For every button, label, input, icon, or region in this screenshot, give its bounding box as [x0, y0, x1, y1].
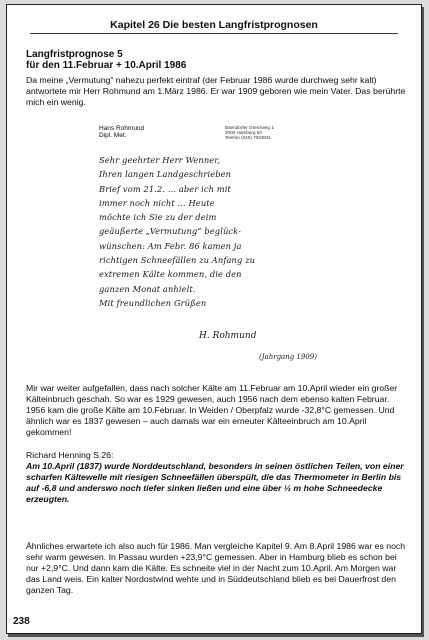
handwritten-line: richtigen Schneefällen zu Anfang zu	[99, 255, 256, 266]
handwritten-letter-image	[99, 125, 344, 369]
handwritten-line: wünschen: Am Febr. 86 kamen ja	[99, 240, 242, 251]
section-heading-line1: Langfristprognose 5	[26, 49, 123, 60]
letterhead-title: Dipl. Met.	[99, 132, 127, 139]
handwritten-line: möchte ich Sie zu der deim	[99, 212, 217, 223]
handwritten-line: Sehr geehrter Herr Wenner,	[99, 155, 221, 165]
letterhead-address	[225, 125, 274, 141]
letterhead-address-line1: Bäendorfer Grenzweg 1	[225, 125, 274, 130]
letterhead-address-line3: Telefon (040) 7004831	[225, 135, 271, 141]
letterhead-address-line2: 2000 Hamburg 60	[225, 130, 262, 136]
chapter-title: Kapitel 26 Die besten Langfristprognosen	[110, 19, 318, 31]
document-page	[6, 4, 422, 634]
quote-block	[26, 450, 406, 505]
paragraph-observation: Mir war weiter aufgefallen, dass nach solcher Kälte am 11.Februar am 10.April wieder ein großer Kälteinbruch geschah. So war es 1929 gewesen, auch 1956 nach dem ebenso kalten Februar. 1956 kam die große Kälte am 10.Februar. In Weiden / Oberpfalz wurde -32,8°C gemessen. Und ähnlich war es 1837 gewesen – auch damals war ein erneuter Kälteeinbruch am 10.April gekommen!	[26, 383, 398, 437]
signature-note: (Jahrgang 1909)	[259, 353, 317, 361]
section-heading-line2: für den 11.Februar + 10.April 1986	[26, 60, 187, 71]
letterhead-name: Hans Rohmund	[99, 125, 145, 132]
handwritten-line: immer noch nicht ... Heute	[99, 197, 215, 208]
handwritten-line: geäußerte „Vermutung“ beglück-	[99, 226, 242, 237]
handwritten-line: ganzen Monat anhielt.	[99, 283, 196, 294]
handwritten-line: Brief vom 21.2. ... aber ich mit	[99, 183, 231, 194]
page-number: 238	[13, 616, 30, 627]
paragraph-intro: Da meine „Vermutung“ nahezu perfekt eintraf (der Februar 1986 wurde durchweg sehr kalt) antwortete mir Herr Rohmund am 1.März 1986. Er war 1909 geboren wie mein Vater. Das berührte mich ein wenig.	[26, 75, 406, 107]
quote-source: Richard Henning S.26:	[26, 450, 114, 460]
handwritten-signature: H. Rohmund	[199, 331, 257, 341]
handwritten-line: Mit freundlichen Grüßen	[99, 297, 207, 308]
letterhead-sender	[99, 125, 144, 139]
paragraph-expectation: Ähnliches erwartete ich also auch für 1986. Man vergleiche Kapitel 9. Am 8.April 1986 war es noch sehr warm gewesen. In Passau wurden +23,9°C gemessen. Aber in Hamburg blieb es schon bei nur +2,9°C. Und dann kam die Kälte. Es schneite viel in der Nacht zum 10.April. Am Morgen war das Land weis. Ein kalter Nordostwind wehte und in Süddeutschland blieb es bei Dauerfrost den ganzen Tag.	[26, 541, 406, 595]
section-heading	[26, 49, 186, 71]
handwritten-line: extremen Kälte kommen, die den	[99, 269, 242, 280]
title-underline	[30, 33, 398, 34]
quote-text: Am 10.April (1837) wurde Norddeutschland, besonders in seinen östlichen Teilen, von einer scharfen Kältewelle mit riesigen Schneefällen überspült, die das Thermometer in Berlin bis auf -6,8 und anderswo noch tiefer sinken ließen und eine über ½ m hohe Schneedecke erzeugten.	[26, 461, 404, 504]
handwritten-line: Ihren langen Landgeschrieben	[99, 169, 232, 180]
handwritten-body	[99, 153, 344, 310]
